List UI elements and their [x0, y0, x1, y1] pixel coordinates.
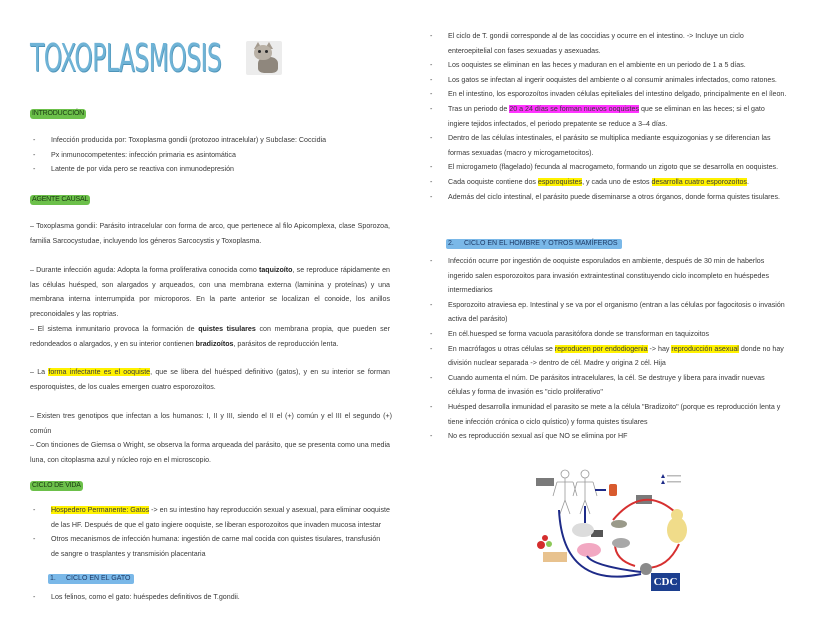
life-cycle-diagram [503, 468, 697, 594]
list-item: - Cada ooquiste contiene dos esporoquistes, y cada uno de estos desarrolla cuatro esporozoítos. [430, 175, 788, 190]
cat-list [33, 590, 390, 605]
intro-list [33, 133, 388, 177]
list-item: - Los ooquistes se eliminan en las heces y maduran en el ambiente en un periodo de 1 a 5 días. [430, 58, 788, 73]
section-label-intro: INTRODUCCIÓN [32, 110, 85, 117]
list-item: - Px inmunocompetentes: infección primaria es asintomática [33, 148, 388, 163]
list-item: - Además del ciclo intestinal, el parásito puede diseminarse a otros órganos, donde forma quistes tisulares. [430, 190, 788, 205]
list-item: - Latente de por vida pero se reactiva con inmunodepresión [33, 162, 388, 177]
list-item: - Tras un periodo de 20 a 24 días se forman nuevos ooquistes que se eliminan en las heces; si el gato ingiere tejidos infectados, el periodo prepatente se reduce a 3–4 días. [430, 102, 788, 131]
list-item: - En cél.huesped se forma vacuola parasitófora donde se transforman en taquizoitos [430, 327, 788, 342]
list-item: - No es reproducción sexual así que NO se elimina por HF [430, 429, 788, 444]
list-item: - Esporozoito atraviesa ep. Intestinal y se va por el organismo (entran a las células por fagocitosis o invasión activa del parásito) [430, 298, 788, 327]
section-label-agent: AGENTE CAUSAL [32, 196, 89, 203]
section-label-cycle: CICLO DE VIDA [32, 482, 81, 489]
page-title: TOXOPLASMOSIS [30, 36, 222, 80]
paragraph-agent-3: – El sistema inmunitario provoca la formación de quistes tisulares con membrana propia, que pueden ser redondeados o alargados, y en su interior contienen bradizoítos, parásitos de reproducción lenta. [30, 325, 390, 348]
paragraph-agent-1: – Toxoplasma gondii: Parásito intracelular con forma de arco, que pertenece al filo Apicomplexa, clase Sporozoa, familia Sarcocystudae, incluyendo los géneros Sarcocystis y Toxoplasma. [30, 222, 390, 245]
title-row [30, 36, 282, 80]
list-item: - Hospedero Permanente: Gatos -> en su intestino hay reproducción sexual y asexual, para eliminar ooquiste de las HF. Después de que el gato ingiere ooquiste, se liberan esporozoitos que invaden mucosa intestar [33, 503, 390, 532]
list-item: - El microgameto (flagelado) fecunda al macrogameto, formando un zigoto que se desarrolla en ooquistes. [430, 160, 788, 175]
list-item: - El ciclo de T. gondii corresponde al de las coccidias y ocurre en el intestino. -> Incluye un ciclo enteroepitelial con fases sexuadas y asexuadas. [430, 29, 788, 58]
term-taquizoito: taquizoíto [258, 266, 293, 274]
paragraph-agent-6: – Con tinciones de Giemsa o Wright, se observa la forma arqueada del parásito, que se presenta como una media luna, con citoplasma azul y núcleo rojo en el microscopio. [30, 441, 390, 464]
highlight: forma infectante es el ooquiste [48, 368, 151, 376]
list-item: - Los felinos, como el gato: huéspedes definitivos de T.gondii. [33, 590, 390, 605]
paragraph-agent-4: – La forma infectante es el ooquiste, que se libera del huésped definitivo (gatos), y en su interior se forman esporoquistes, de los cuales emergen cuatro esporozoítos. [30, 368, 390, 391]
paragraph-agent-2: – Durante infección aguda: Adopta la forma proliferativa conocida como taquizoíto, se reproduce rápidamente en las células huésped, son alargados y arqueados, con una membrana externa (laminina y proteínas) y una membrana interna interrumpida por microporos. En la parte anterior se localizan el conoide, los anillos preconoidales y las roptrias. [30, 266, 390, 318]
subheading-cycle-human: 2. CICLO EN EL HOMBRE Y OTROS MAMÍFEROS [446, 239, 622, 249]
list-item: - Los gatos se infectan al ingerir ooquistes del ambiente o al consumir animales infectados, como ratones. [430, 73, 788, 88]
subheading-cycle-cat: 1. CICLO EN EL GATO [48, 574, 134, 584]
highlight: 20 a 24 días se forman nuevos ooquistes [509, 104, 640, 113]
kitten-image [246, 41, 282, 75]
right-list-b [430, 254, 788, 444]
paragraph-agent-5: – Existen tres genotipos que infectan a los humanos: I, II y III, siendo el II el (+) común y el III el segundo (+) común [30, 412, 392, 435]
cdc-logo: CDC [651, 573, 680, 591]
list-item: - Infección ocurre por ingestión de ooquiste esporulados en ambiente, después de 30 min de haberlos ingerido salen esporozoitos para invasión extraintestinal constituyendo ciclo incompleto en huéspedes intermediarios [430, 254, 788, 298]
list-item: - Huésped desarrolla inmunidad el parasito se mete a la célula "Bradizoito" (porque es reproducción lenta y tiene infección crónica o ciclo quístico) y forma quistes tisulares [430, 400, 788, 429]
list-item: - Cuando aumenta el núm. De parásitos intracelulares, la cél. Se destruye y libera para invadir nuevas células y forma de invasión es "ciclo proliferativo" [430, 371, 788, 400]
list-item: - En el intestino, los esporozoítos invaden células epiteliales del intestino delgado, principalmente en el íleon. [430, 87, 788, 102]
cycle-list [33, 503, 390, 561]
right-list-a [430, 29, 788, 204]
list-item: - Otros mecanismos de infección humana: ingestión de carne mal cocida con quistes tisulares, transfusión de sangre o trasplantes y transmisión placentaria [33, 532, 390, 561]
list-item: - En macrófagos u otras células se reproducen por endodiogenia -> hay reproducción asexual donde no hay división nuclear separada -> dentro de cél. Madre y origina 2 cél. Hija [430, 342, 788, 371]
list-item: - Infección producida por: Toxoplasma gondii (protozoo intracelular) y Subclase: Coccidia [33, 133, 388, 148]
term-bradizoitos: bradizoítos [195, 339, 234, 348]
list-item: - Dentro de las células intestinales, el parásito se multiplica mediante esquizogonias y se diferencian las formas sexuadas (macro y microgametocitos). [430, 131, 788, 160]
term-quistes: quistes tisulares [198, 325, 256, 333]
